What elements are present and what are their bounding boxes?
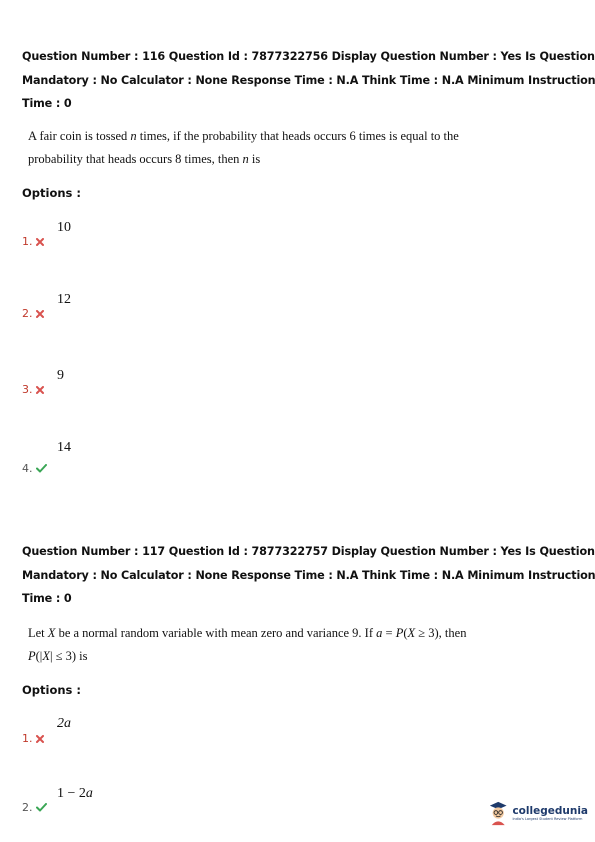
question-text-line: probability that heads occurs 8 times, then n is [28,152,261,166]
option-value: 9 [57,368,64,383]
option-index: 4. [22,462,33,475]
option-number [22,801,47,814]
header-line: Question Number : 117 Question Id : 7877322757 Display Question Number : Yes Is Question [22,545,595,558]
question-header [22,45,595,116]
logo-tagline: India's Largest Student Review Platform [512,816,583,821]
header-line: Mandatory : No Calculator : None Response Time : N.A Think Time : N.A Minimum Instruction [22,73,595,87]
logo-brand-text: collegedunia [512,804,588,817]
cross-mark-icon [36,238,44,246]
question-text-line: P(|X| ≤ 3) is [28,649,88,663]
question-text [28,125,468,171]
collegedunia-logo [488,795,588,831]
option-value: 12 [57,292,71,307]
cross-mark-icon [36,310,44,318]
question-header [22,540,595,611]
options-label: Options : [22,186,81,200]
header-line: Time : 0 [22,97,72,110]
question-text-line: Let X be a normal random variable with mean zero and variance 9. If a = P(X ≥ 3), then [28,626,467,640]
option-value: 2a [57,716,71,731]
question-text [28,622,468,668]
check-mark-icon [36,464,47,473]
option-value: 10 [57,220,71,235]
cross-mark-icon [36,735,44,743]
mascot-icon [488,799,508,827]
option-index: 2. [22,307,33,320]
header-line: Time : 0 [22,592,72,605]
header-line: Question Number : 116 Question Id : 7877322756 Display Question Number : Yes Is Question [22,50,595,63]
option-index: 1. [22,235,33,248]
option-value: 1 − 2a [57,786,93,801]
options-label: Options : [22,683,81,697]
question-text-line: A fair coin is tossed n times, if the probability that heads occurs 6 times is equal to the [28,129,459,143]
option-index: 1. [22,732,33,745]
option-index: 2. [22,801,33,814]
option-index: 3. [22,383,33,396]
option-number [22,383,44,396]
option-number [22,235,44,248]
option-number [22,307,44,320]
option-number [22,462,47,475]
cross-mark-icon [36,386,44,394]
option-number [22,732,44,745]
header-line: Mandatory : No Calculator : None Response Time : N.A Think Time : N.A Minimum Instruction [22,568,595,582]
check-mark-icon [36,803,47,812]
option-value: 14 [57,440,71,455]
